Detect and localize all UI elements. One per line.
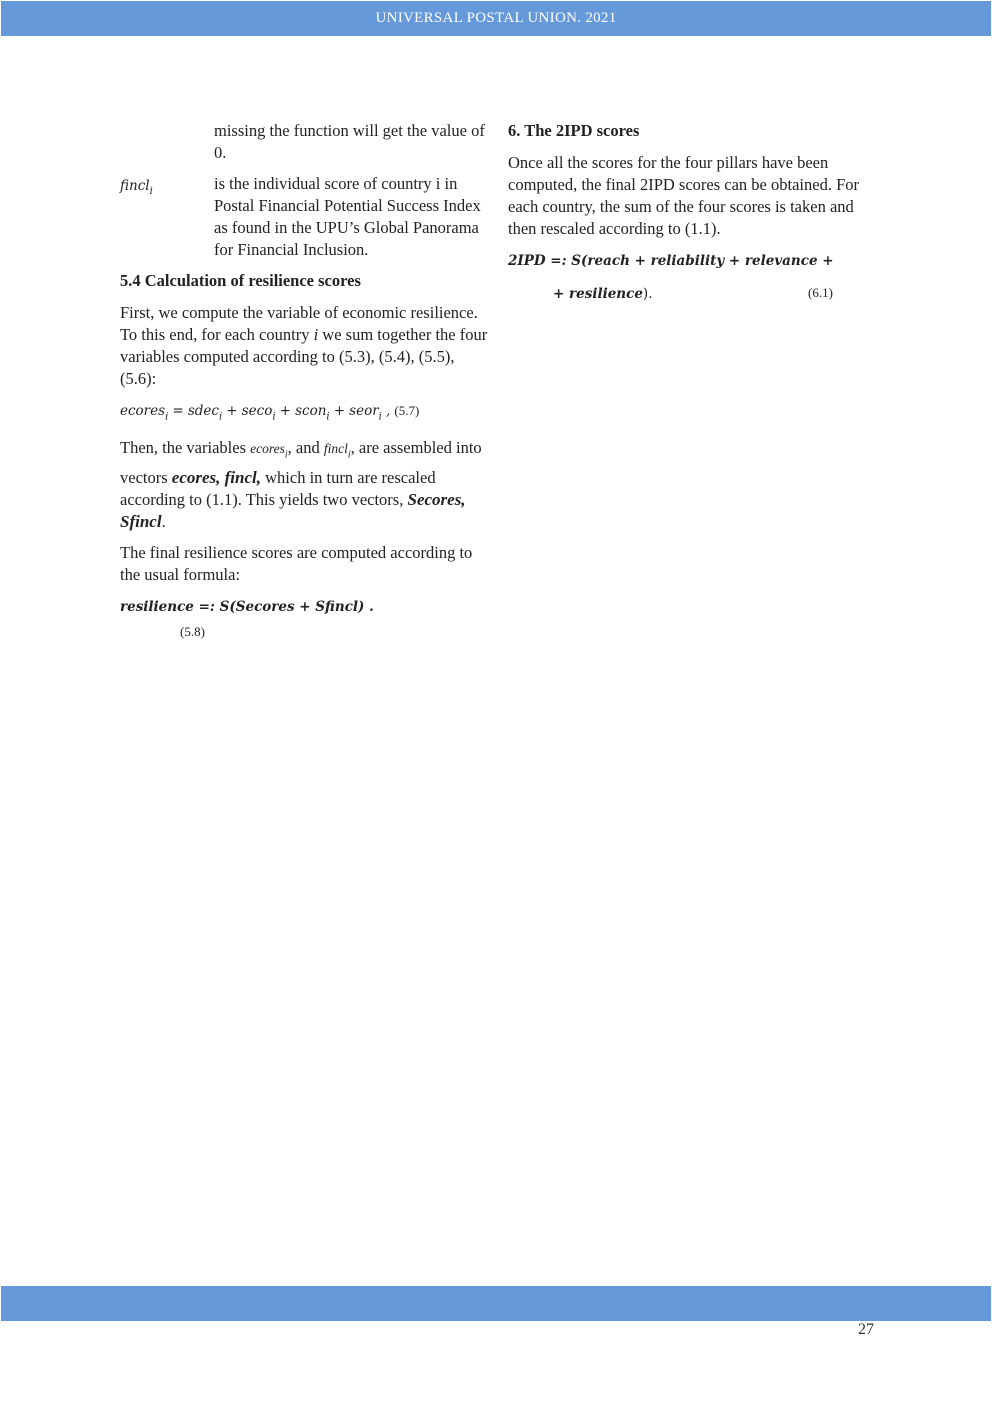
header-band [1,1,991,36]
definition-text: missing the function will get the value of 0. [214,121,485,162]
equation-5-7: ecores$_i$ = sdec$_i$ + seco$_i$ + scon$_i$ + seor$_i$ , (5.7) [120,403,420,423]
equation-5-8: resilience =: S(Secores + Sfincl) . [120,598,374,615]
section-heading: 5.4 Calculation of resilience scores [120,271,361,290]
equation-number: (5.7) [394,403,420,418]
header-title: UNIVERSAL POSTAL UNION. 2021 [375,10,617,26]
paragraph: The final resilience scores are computed according to the usual formula: [120,542,473,584]
right-column [508,120,870,314]
paragraph: Then, the variables ecores$_i$, and fincl$_i$, are assembled into vectors ecores, fincl, which in turn are rescaled according to (1.1). This yields two vectors, Secores, Sfincl. [120,438,482,531]
equation-number: (6.1) [808,285,833,300]
definition-fincl [120,173,488,261]
left-column [120,120,488,643]
section-heading: 6. The 2IPD scores [508,121,640,140]
equation-6-1-line1: 2IPD =: S(reach + reliability + relevance + [508,253,834,269]
equation-number: (5.8) [180,623,205,639]
definition-text: is the individual score of country i in Postal Financial Potential Success Index as found in the UPU’s Global Panorama for Financial Inclusion. [214,174,481,259]
paragraph: First, we compute the variable of economic resilience. To this end, for each country i we sum together the four variables computed according to (5.3), (5.4), (5.5), (5.6): [120,303,488,388]
paragraph: Once all the scores for the four pillars have been computed, the final 2IPD scores can be obtained. For each country, the sum of the four scores is taken and then rescaled according to (1.1). [508,153,859,238]
footer-band [1,1286,991,1321]
page-number: 27 [858,1321,874,1338]
definition-continued [120,120,488,164]
definition-term: fincl$_i$ [120,178,153,197]
equation-6-1-line2: + resilience). (6.1) [508,282,833,305]
